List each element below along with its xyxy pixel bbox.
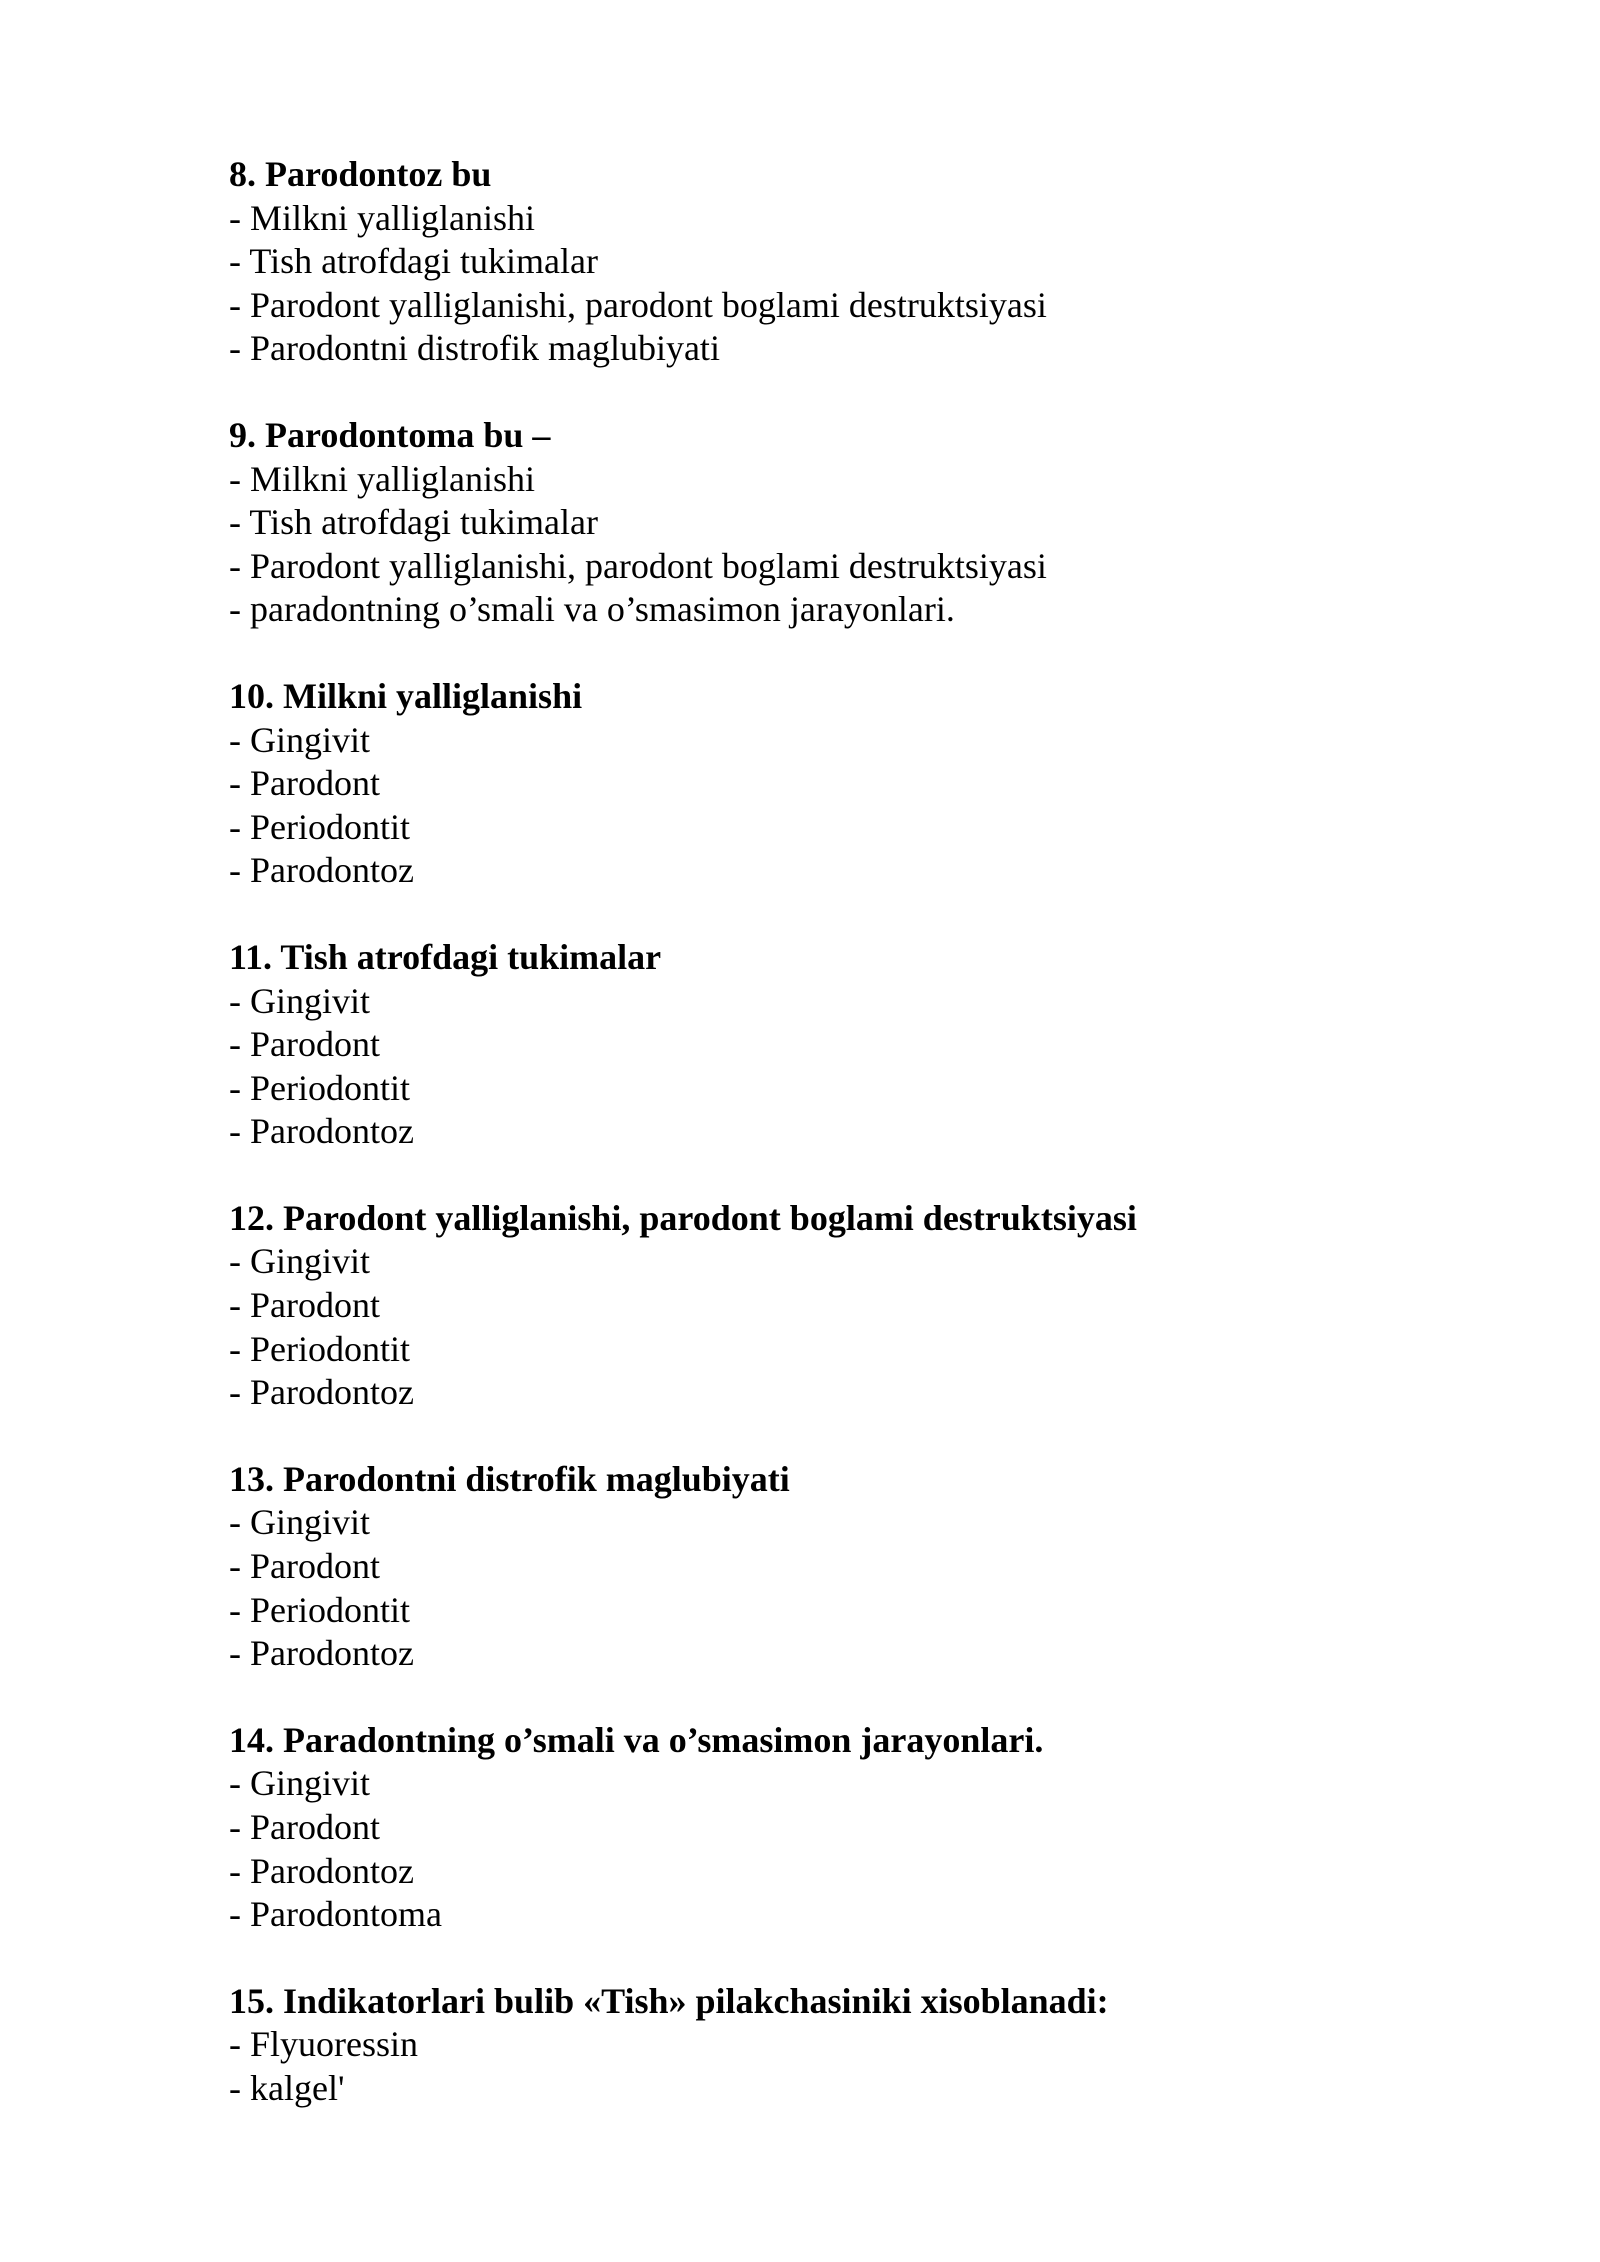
answer-option: - Tish atrofdagi tukimalar — [229, 241, 598, 282]
answer-option: - Parodont — [229, 763, 380, 804]
question-8 — [229, 153, 1429, 371]
question-9 — [229, 414, 1429, 632]
question-title: 12. Parodont yalliglanishi, parodont boglami destruktsiyasi — [229, 1197, 1137, 1238]
question-title: 10. Milkni yalliglanishi — [229, 675, 583, 716]
answer-options — [229, 1762, 1429, 1936]
answer-option: - Parodont yalliglanishi, parodont boglami destruktsiyasi — [229, 545, 1047, 586]
answer-options — [229, 1501, 1429, 1675]
question-12 — [229, 1197, 1429, 1415]
question-title: 15. Indikatorlari bulib «Tish» pilakchasiniki xisoblanadi: — [229, 1980, 1109, 2021]
answer-option: - Parodont — [229, 1807, 380, 1847]
question-11 — [229, 936, 1429, 1154]
answer-option: - Parodontni distrofik maglubiyati — [229, 328, 720, 369]
question-title: 13. Parodontni distrofik maglubiyati — [229, 1458, 790, 1499]
answer-option: - Parodont — [229, 1285, 380, 1326]
answer-option: - Parodont — [229, 1546, 380, 1587]
answer-options — [229, 980, 1429, 1154]
answer-option: - Parodontoz — [229, 1111, 414, 1152]
answer-option: - Parodontoz — [229, 1850, 414, 1891]
question-title: 8. Parodontoz bu — [229, 154, 492, 194]
answer-option: - Periodontit — [229, 1067, 410, 1108]
answer-option: - Milkni yalliglanishi — [229, 197, 535, 238]
answer-options — [229, 1240, 1429, 1414]
question-10 — [229, 675, 1429, 893]
question-title: 14. Paradontning o’smali va o’smasimon jarayonlari. — [229, 1719, 1044, 1760]
answer-option: - paradontning o’smali va o’smasimon jarayonlari. — [229, 589, 955, 630]
question-15 — [229, 1980, 1429, 2111]
answer-options — [229, 719, 1429, 893]
answer-option: - Parodontoma — [229, 1894, 442, 1935]
answer-options — [229, 2023, 1429, 2110]
answer-option: - Parodontoz — [229, 1633, 414, 1674]
question-title: 11. Tish atrofdagi tukimalar — [229, 936, 662, 977]
answer-option: - Gingivit — [229, 1763, 370, 1804]
answer-option: - Gingivit — [229, 1241, 370, 1282]
document-page — [229, 153, 1429, 2154]
answer-option: - Parodontoz — [229, 1372, 414, 1413]
answer-option: - Parodont — [229, 1024, 380, 1065]
answer-option: - Milkni yalliglanishi — [229, 458, 535, 499]
answer-option: - kalgel' — [229, 2067, 345, 2108]
answer-options — [229, 458, 1429, 632]
question-title: 9. Parodontoma bu – — [229, 414, 551, 455]
answer-option: - Parodont yalliglanishi, parodont boglami destruktsiyasi — [229, 284, 1047, 325]
answer-option: - Periodontit — [229, 806, 410, 847]
answer-option: - Gingivit — [229, 719, 370, 760]
answer-option: - Gingivit — [229, 980, 370, 1021]
question-13 — [229, 1458, 1429, 1676]
answer-option: - Gingivit — [229, 1502, 370, 1543]
answer-option: - Parodontoz — [229, 850, 414, 891]
answer-option: - Tish atrofdagi tukimalar — [229, 502, 598, 543]
answer-option: - Periodontit — [229, 1589, 410, 1630]
answer-option: - Flyuoressin — [229, 2024, 418, 2065]
question-14 — [229, 1719, 1429, 1937]
answer-options — [229, 197, 1429, 371]
answer-option: - Periodontit — [229, 1328, 410, 1369]
